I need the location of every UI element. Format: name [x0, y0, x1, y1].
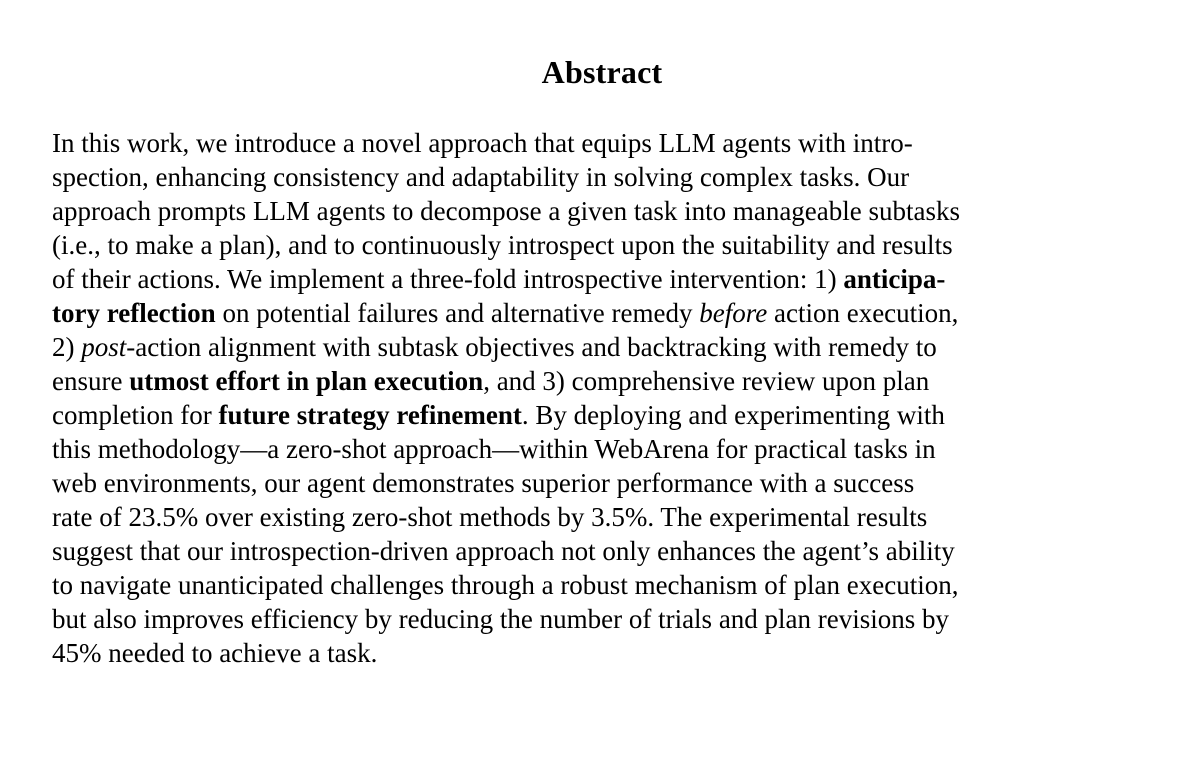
text-run: In this work, we introduce a novel approach that equips LLM agents with intro-	[52, 128, 913, 158]
text-run: . By deploying and experimenting with	[521, 400, 945, 430]
abstract-line	[52, 194, 1152, 228]
abstract-line	[52, 534, 1152, 568]
text-run: 2)	[52, 332, 82, 362]
text-run: of their actions. We implement a three-fold introspective intervention: 1)	[52, 264, 844, 294]
abstract-line	[52, 330, 1152, 364]
text-run: action execution,	[767, 298, 959, 328]
text-run: to navigate unanticipated challenges through a robust mechanism of plan execution,	[52, 570, 959, 600]
abstract-line	[52, 296, 1152, 330]
bold-phrase: tory reflection	[52, 298, 216, 328]
bold-phrase: anticipa-	[843, 264, 946, 294]
abstract-line	[52, 228, 1152, 262]
text-run: completion for	[52, 400, 219, 430]
abstract-line	[52, 126, 1152, 160]
abstract-line	[52, 602, 1152, 636]
abstract-line	[52, 500, 1152, 534]
text-run: suggest that our introspection-driven approach not only enhances the agent’s ability	[52, 536, 955, 566]
italic-phrase: before	[699, 298, 768, 328]
abstract-line	[52, 364, 1152, 398]
abstract-line	[52, 636, 1152, 670]
abstract-heading: Abstract	[541, 54, 663, 90]
abstract-line	[52, 466, 1152, 500]
text-run: ensure	[52, 366, 130, 396]
abstract-line	[52, 568, 1152, 602]
abstract-line	[52, 262, 1152, 296]
text-run: (i.e., to make a plan), and to continuously introspect upon the suitability and results	[52, 230, 953, 260]
abstract-line	[52, 432, 1152, 466]
text-run: , and 3) comprehensive review upon plan	[483, 366, 930, 396]
text-run: -action alignment with subtask objectives and backtracking with remedy to	[126, 332, 937, 362]
abstract-line	[52, 398, 1152, 432]
text-run: approach prompts LLM agents to decompose a given task into manageable subtasks	[52, 196, 961, 226]
text-run: spection, enhancing consistency and adaptability in solving complex tasks. Our	[52, 162, 910, 192]
text-run: but also improves efficiency by reducing the number of trials and plan revisions by	[52, 604, 950, 634]
abstract-line	[52, 160, 1152, 194]
text-run: on potential failures and alternative remedy	[215, 298, 700, 328]
abstract-body	[52, 126, 1152, 670]
italic-phrase: post	[81, 332, 127, 362]
text-run: rate of 23.5% over existing zero-shot methods by 3.5%. The experimental results	[52, 502, 928, 532]
text-run: this methodology—a zero-shot approach—within WebArena for practical tasks in	[52, 434, 936, 464]
text-run: web environments, our agent demonstrates superior performance with a success	[52, 468, 915, 498]
bold-phrase: utmost effort in plan execution	[129, 366, 484, 396]
text-run: 45% needed to achieve a task.	[52, 638, 378, 668]
bold-phrase: future strategy refinement	[218, 400, 522, 430]
